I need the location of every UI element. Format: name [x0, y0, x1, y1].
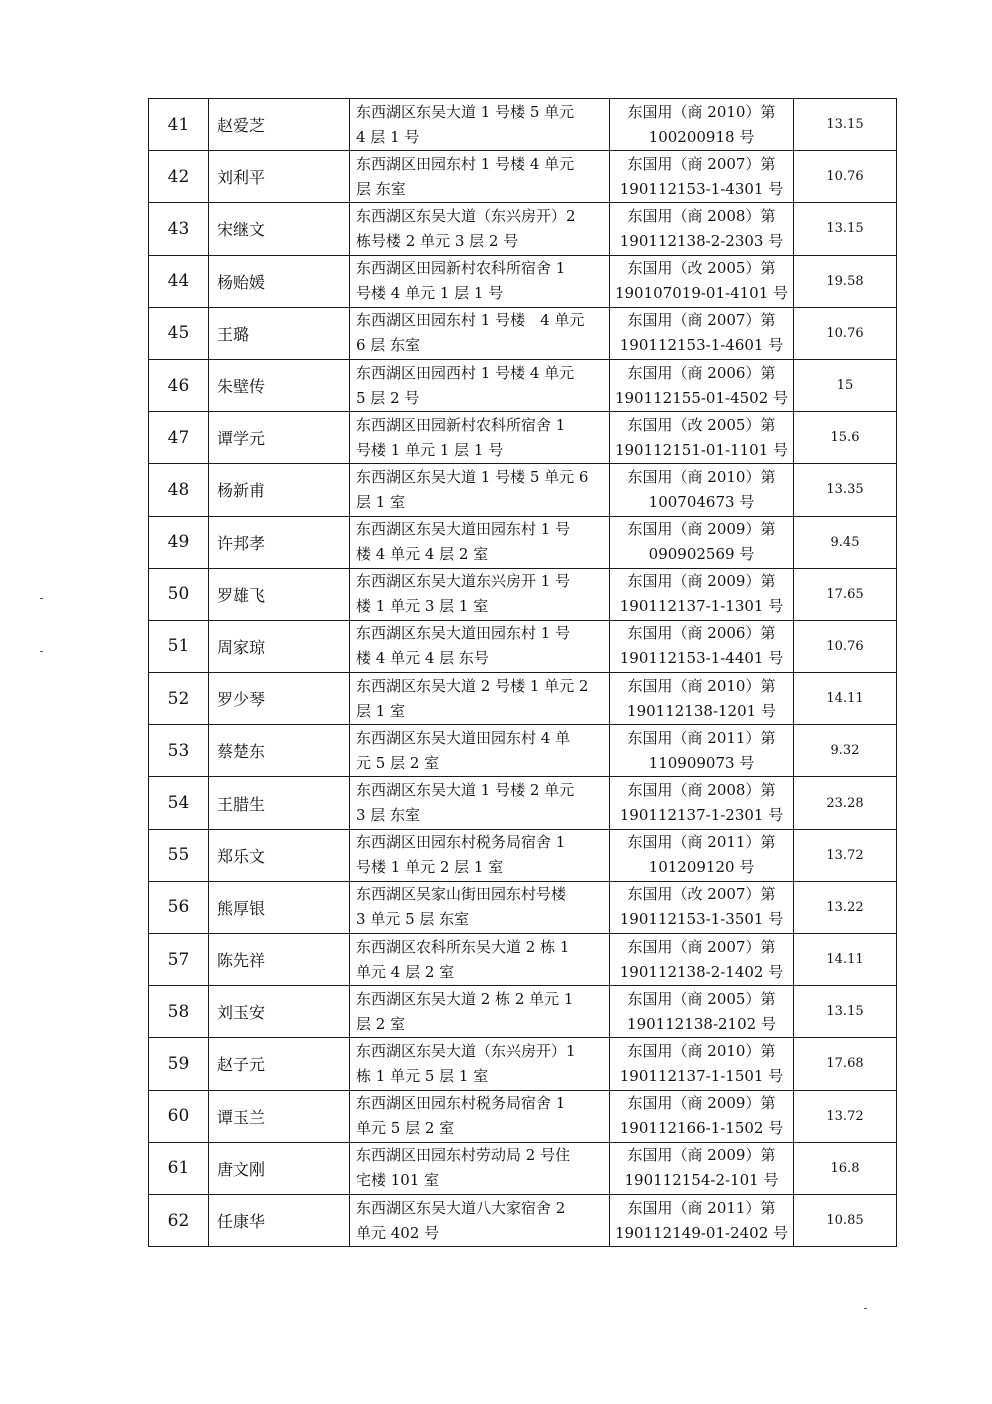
certificate-number-line: 东国用（改 2007）第	[627, 885, 776, 904]
row-number: 56	[167, 897, 190, 918]
owner-name: 谭学元	[217, 429, 266, 449]
owner-name: 周家琼	[217, 637, 266, 657]
address-line: 楼 4 单元 4 层 东号	[356, 649, 489, 668]
address-cell	[350, 464, 610, 516]
row-number: 46	[167, 375, 190, 396]
certificate-number-cell	[610, 568, 794, 620]
address-cell	[350, 1090, 610, 1142]
table-row	[149, 620, 897, 672]
table-row	[149, 151, 897, 203]
table-row	[149, 777, 897, 829]
address-line: 东西湖区田园东村 1 号楼 4 单元	[356, 311, 585, 330]
row-number: 50	[167, 584, 190, 605]
row-number: 55	[167, 845, 190, 866]
address-cell	[350, 725, 610, 777]
area-value: 13.72	[826, 847, 864, 863]
owner-name: 罗雄飞	[217, 585, 266, 605]
land-use-table	[148, 98, 897, 1247]
row-number: 54	[167, 793, 190, 814]
certificate-number-cell	[610, 673, 794, 725]
row-number-cell	[149, 307, 209, 359]
table-row	[149, 881, 897, 933]
row-number-cell	[149, 568, 209, 620]
area-value-cell	[794, 151, 897, 203]
certificate-number-line: 190112155-01-4502 号	[614, 388, 789, 407]
address-line: 3 层 东室	[356, 806, 421, 825]
area-value: 13.15	[826, 221, 864, 237]
table-row	[149, 1194, 897, 1246]
address-line: 东西湖区东吴大道八大家宿舍 2	[356, 1198, 566, 1217]
area-value: 13.72	[826, 1108, 864, 1124]
area-value-cell	[794, 673, 897, 725]
owner-name: 王璐	[217, 324, 250, 344]
owner-name-cell	[209, 412, 350, 464]
row-number-cell	[149, 1142, 209, 1194]
row-number: 51	[167, 636, 190, 657]
certificate-number-line: 东国用（商 2009）第	[627, 520, 776, 539]
area-value-cell	[794, 1090, 897, 1142]
owner-name-cell	[209, 725, 350, 777]
row-number-cell	[149, 829, 209, 881]
area-value: 23.28	[826, 795, 864, 811]
certificate-number-line: 100704673 号	[648, 492, 755, 511]
certificate-number-line: 东国用（改 2005）第	[627, 415, 776, 434]
certificate-number-line: 东国用（商 2008）第	[627, 206, 776, 225]
owner-name: 谭玉兰	[217, 1107, 266, 1127]
address-line: 东西湖区田园东村劳动局 2 号住	[356, 1146, 571, 1165]
address-cell	[350, 568, 610, 620]
address-line: 号楼 1 单元 1 层 1 号	[356, 440, 504, 459]
row-number: 52	[167, 688, 190, 709]
certificate-number-line: 190112138-2-1402 号	[619, 962, 784, 981]
area-value-cell	[794, 1142, 897, 1194]
area-value: 9.45	[830, 534, 860, 550]
area-value-cell	[794, 725, 897, 777]
address-cell	[350, 307, 610, 359]
certificate-number-cell	[610, 1038, 794, 1090]
row-number: 45	[167, 323, 190, 344]
address-line: 东西湖区东吴大道 1 号楼 2 单元	[356, 781, 575, 800]
table-row	[149, 829, 897, 881]
certificate-number-line: 190112138-2102 号	[627, 1014, 776, 1033]
address-line: 层 1 室	[356, 701, 406, 720]
certificate-number-cell	[610, 307, 794, 359]
area-value-cell	[794, 934, 897, 986]
area-value-cell	[794, 568, 897, 620]
certificate-number-line: 190112149-01-2402 号	[614, 1223, 789, 1242]
owner-name: 任康华	[217, 1212, 266, 1232]
owner-name-cell	[209, 986, 350, 1038]
table-row	[149, 568, 897, 620]
certificate-number-line: 东国用（商 2009）第	[627, 572, 776, 591]
address-cell	[350, 777, 610, 829]
address-line: 东西湖区东吴大道（东兴房开）1	[356, 1041, 576, 1060]
certificate-number-cell	[610, 516, 794, 568]
owner-name: 郑乐文	[217, 846, 266, 866]
owner-name: 唐文刚	[217, 1159, 266, 1179]
owner-name: 罗少琴	[217, 690, 266, 710]
address-cell	[350, 516, 610, 568]
certificate-number-cell	[610, 934, 794, 986]
table-row	[149, 307, 897, 359]
owner-name-cell	[209, 829, 350, 881]
certificate-number-line: 110909073 号	[648, 753, 755, 772]
certificate-number-line: 东国用（商 2005）第	[627, 989, 776, 1008]
certificate-number-line: 190112151-01-1101 号	[614, 440, 789, 459]
area-value-cell	[794, 359, 897, 411]
certificate-number-line: 东国用（商 2010）第	[627, 467, 776, 486]
row-number-cell	[149, 673, 209, 725]
certificate-number-line: 东国用（商 2008）第	[627, 781, 776, 800]
row-number-cell	[149, 725, 209, 777]
owner-name-cell	[209, 516, 350, 568]
certificate-number-cell	[610, 1194, 794, 1246]
certificate-number-line: 090902569 号	[648, 545, 755, 564]
row-number: 59	[167, 1053, 190, 1074]
area-value-cell	[794, 516, 897, 568]
row-number: 58	[167, 1001, 190, 1022]
row-number: 49	[167, 532, 190, 553]
certificate-number-line: 190112166-1-1502 号	[619, 1119, 784, 1138]
owner-name-cell	[209, 203, 350, 255]
area-value-cell	[794, 464, 897, 516]
certificate-number-cell	[610, 151, 794, 203]
certificate-number-cell	[610, 1090, 794, 1142]
certificate-number-cell	[610, 881, 794, 933]
owner-name-cell	[209, 777, 350, 829]
area-value-cell	[794, 255, 897, 307]
certificate-number-line: 东国用（商 2007）第	[627, 937, 776, 956]
area-value: 10.76	[826, 325, 864, 341]
area-value-cell	[794, 203, 897, 255]
owner-name-cell	[209, 255, 350, 307]
area-value-cell	[794, 1194, 897, 1246]
address-line: 号楼 1 单元 2 层 1 室	[356, 858, 504, 877]
owner-name-cell	[209, 1142, 350, 1194]
owner-name: 陈先祥	[217, 951, 266, 971]
address-line: 东西湖区农科所东吴大道 2 栋 1	[356, 937, 570, 956]
address-cell	[350, 1194, 610, 1246]
table-row	[149, 412, 897, 464]
certificate-number-line: 190112138-1201 号	[627, 701, 776, 720]
owner-name-cell	[209, 620, 350, 672]
address-line: 6 层 东室	[356, 336, 421, 355]
address-line: 东西湖区东吴大道 1 号楼 5 单元	[356, 102, 575, 121]
table-body	[149, 99, 897, 1247]
address-line: 层 东室	[356, 179, 406, 198]
address-cell	[350, 151, 610, 203]
certificate-number-line: 190112153-1-4601 号	[619, 336, 784, 355]
table-row	[149, 673, 897, 725]
row-number-cell	[149, 151, 209, 203]
owner-name-cell	[209, 99, 350, 151]
area-value: 14.11	[826, 952, 864, 968]
certificate-number-cell	[610, 986, 794, 1038]
table-row	[149, 99, 897, 151]
row-number: 57	[167, 949, 190, 970]
owner-name: 刘利平	[217, 168, 266, 188]
area-value: 13.15	[826, 1004, 864, 1020]
certificate-number-cell	[610, 203, 794, 255]
certificate-number-line: 190112153-1-4301 号	[619, 179, 784, 198]
certificate-number-line: 东国用（商 2011）第	[627, 1198, 776, 1217]
certificate-number-line: 东国用（商 2010）第	[627, 676, 776, 695]
scan-speck	[40, 651, 43, 652]
owner-name-cell	[209, 1090, 350, 1142]
area-value-cell	[794, 829, 897, 881]
address-line: 3 单元 5 层 东室	[356, 910, 470, 929]
certificate-number-line: 东国用（商 2006）第	[627, 624, 776, 643]
address-cell	[350, 359, 610, 411]
row-number-cell	[149, 986, 209, 1038]
address-line: 东西湖区东吴大道田园东村 4 单	[356, 728, 571, 747]
certificate-number-cell	[610, 829, 794, 881]
owner-name: 许邦孝	[217, 533, 266, 553]
certificate-number-cell	[610, 620, 794, 672]
address-cell	[350, 934, 610, 986]
area-value-cell	[794, 307, 897, 359]
address-cell	[350, 986, 610, 1038]
address-line: 东西湖区田园新村农科所宿舍 1	[356, 259, 566, 278]
address-line: 东西湖区田园新村农科所宿舍 1	[356, 415, 566, 434]
address-cell	[350, 829, 610, 881]
area-value: 15	[836, 378, 854, 394]
address-cell	[350, 99, 610, 151]
owner-name: 宋继文	[217, 220, 266, 240]
row-number: 48	[167, 479, 190, 500]
address-cell	[350, 620, 610, 672]
row-number: 61	[167, 1158, 190, 1179]
area-value-cell	[794, 412, 897, 464]
table-row	[149, 934, 897, 986]
certificate-number-cell	[610, 99, 794, 151]
area-value-cell	[794, 620, 897, 672]
owner-name: 刘玉安	[217, 1003, 266, 1023]
owner-name: 蔡楚东	[217, 742, 266, 762]
row-number: 43	[167, 218, 190, 239]
owner-name: 朱壁传	[217, 377, 266, 397]
certificate-number-cell	[610, 412, 794, 464]
certificate-number-line: 190112137-1-2301 号	[619, 806, 784, 825]
certificate-number-line: 东国用（商 2007）第	[627, 154, 776, 173]
address-cell	[350, 1142, 610, 1194]
owner-name: 王腊生	[217, 794, 266, 814]
scan-speck	[40, 598, 43, 599]
address-cell	[350, 203, 610, 255]
address-line: 东西湖区东吴大道田园东村 1 号	[356, 520, 571, 539]
area-value: 13.35	[826, 482, 864, 498]
table-row	[149, 1090, 897, 1142]
row-number: 42	[167, 166, 190, 187]
address-cell	[350, 255, 610, 307]
area-value: 17.68	[826, 1056, 864, 1072]
row-number-cell	[149, 464, 209, 516]
table-row	[149, 359, 897, 411]
table-row	[149, 255, 897, 307]
certificate-number-cell	[610, 777, 794, 829]
table-row	[149, 725, 897, 777]
address-line: 层 1 室	[356, 492, 406, 511]
area-value: 10.76	[826, 638, 864, 654]
owner-name-cell	[209, 568, 350, 620]
certificate-number-line: 东国用（商 2011）第	[627, 728, 776, 747]
certificate-number-line: 东国用（商 2009）第	[627, 1094, 776, 1113]
address-line: 东西湖区东吴大道 2 号楼 1 单元 2	[356, 676, 589, 695]
certificate-number-line: 190107019-01-4101 号	[614, 284, 789, 303]
certificate-number-line: 东国用（商 2011）第	[627, 833, 776, 852]
owner-name-cell	[209, 673, 350, 725]
row-number-cell	[149, 881, 209, 933]
address-line: 栋 1 单元 5 层 1 室	[356, 1066, 489, 1085]
owner-name-cell	[209, 307, 350, 359]
certificate-number-line: 东国用（商 2007）第	[627, 311, 776, 330]
certificate-number-line: 100200918 号	[648, 127, 755, 146]
row-number-cell	[149, 412, 209, 464]
area-value-cell	[794, 1038, 897, 1090]
address-line: 东西湖区田园东村税务局宿舍 1	[356, 1094, 566, 1113]
area-value: 17.65	[826, 586, 864, 602]
area-value-cell	[794, 986, 897, 1038]
certificate-number-line: 190112137-1-1301 号	[619, 597, 784, 616]
table-row	[149, 203, 897, 255]
certificate-number-line: 190112153-1-4401 号	[619, 649, 784, 668]
area-value: 16.8	[830, 1160, 860, 1176]
area-value: 19.58	[826, 273, 864, 289]
owner-name: 赵爱芝	[217, 116, 266, 136]
certificate-number-line: 东国用（商 2010）第	[627, 1041, 776, 1060]
address-line: 4 层 1 号	[356, 127, 420, 146]
owner-name-cell	[209, 359, 350, 411]
scan-speck	[864, 1308, 867, 1309]
table-row	[149, 464, 897, 516]
row-number-cell	[149, 516, 209, 568]
certificate-number-line: 190112154-2-101 号	[624, 1171, 779, 1190]
row-number: 60	[167, 1106, 190, 1127]
row-number-cell	[149, 1038, 209, 1090]
address-line: 元 5 层 2 室	[356, 753, 440, 772]
certificate-number-cell	[610, 725, 794, 777]
certificate-number-cell	[610, 255, 794, 307]
certificate-number-line: 东国用（改 2005）第	[627, 259, 776, 278]
certificate-number-cell	[610, 359, 794, 411]
row-number-cell	[149, 255, 209, 307]
certificate-number-line: 190112138-2-2303 号	[619, 231, 784, 250]
area-value: 14.11	[826, 691, 864, 707]
table-row	[149, 1038, 897, 1090]
certificate-number-line: 东国用（商 2009）第	[627, 1146, 776, 1165]
owner-name-cell	[209, 934, 350, 986]
certificate-number-line: 101209120 号	[648, 858, 755, 877]
row-number-cell	[149, 99, 209, 151]
address-line: 宅楼 101 室	[356, 1171, 440, 1190]
address-cell	[350, 412, 610, 464]
owner-name: 杨贻媛	[217, 272, 266, 292]
certificate-number-line: 190112137-1-1501 号	[619, 1066, 784, 1085]
owner-name-cell	[209, 1194, 350, 1246]
owner-name: 杨新甫	[217, 481, 266, 501]
table-row	[149, 1142, 897, 1194]
address-line: 栋号楼 2 单元 3 层 2 号	[356, 231, 519, 250]
address-line: 东西湖区田园东村 1 号楼 4 单元	[356, 154, 575, 173]
row-number: 47	[167, 427, 190, 448]
address-line: 单元 402 号	[356, 1223, 440, 1242]
certificate-number-line: 东国用（商 2010）第	[627, 102, 776, 121]
address-line: 楼 1 单元 3 层 1 室	[356, 597, 489, 616]
address-cell	[350, 1038, 610, 1090]
owner-name: 熊厚银	[217, 898, 266, 918]
row-number-cell	[149, 1194, 209, 1246]
address-line: 楼 4 单元 4 层 2 室	[356, 545, 489, 564]
owner-name-cell	[209, 151, 350, 203]
address-cell	[350, 673, 610, 725]
table-row	[149, 986, 897, 1038]
table-row	[149, 516, 897, 568]
row-number: 41	[167, 114, 190, 135]
row-number: 44	[167, 271, 190, 292]
address-line: 东西湖区田园西村 1 号楼 4 单元	[356, 363, 575, 382]
row-number-cell	[149, 934, 209, 986]
row-number-cell	[149, 777, 209, 829]
area-value: 13.22	[826, 899, 864, 915]
area-value: 15.6	[830, 430, 860, 446]
address-line: 东西湖区东吴大道 2 栋 2 单元 1	[356, 989, 574, 1008]
row-number-cell	[149, 203, 209, 255]
certificate-number-line: 东国用（商 2006）第	[627, 363, 776, 382]
row-number-cell	[149, 620, 209, 672]
address-line: 层 2 室	[356, 1014, 406, 1033]
address-line: 单元 4 层 2 室	[356, 962, 455, 981]
address-line: 号楼 4 单元 1 层 1 号	[356, 284, 504, 303]
address-line: 5 层 2 号	[356, 388, 420, 407]
certificate-number-cell	[610, 464, 794, 516]
address-line: 东西湖区东吴大道（东兴房开）2	[356, 206, 576, 225]
area-value: 10.85	[826, 1213, 864, 1229]
area-value-cell	[794, 881, 897, 933]
address-line: 东西湖区田园东村税务局宿舍 1	[356, 833, 566, 852]
owner-name-cell	[209, 1038, 350, 1090]
owner-name-cell	[209, 881, 350, 933]
row-number-cell	[149, 359, 209, 411]
area-value: 13.15	[826, 117, 864, 133]
row-number: 53	[167, 740, 190, 761]
owner-name-cell	[209, 464, 350, 516]
area-value-cell	[794, 777, 897, 829]
area-value: 9.32	[830, 743, 860, 759]
address-line: 东西湖区东吴大道东兴房开 1 号	[356, 572, 571, 591]
certificate-number-cell	[610, 1142, 794, 1194]
certificate-number-line: 190112153-1-3501 号	[619, 910, 784, 929]
row-number-cell	[149, 1090, 209, 1142]
address-line: 东西湖区东吴大道 1 号楼 5 单元 6	[356, 467, 589, 486]
address-cell	[350, 881, 610, 933]
address-line: 东西湖区吴家山街田园东村号楼	[356, 885, 567, 904]
area-value: 10.76	[826, 169, 864, 185]
address-line: 东西湖区东吴大道田园东村 1 号	[356, 624, 571, 643]
owner-name: 赵子元	[217, 1055, 266, 1075]
area-value-cell	[794, 99, 897, 151]
row-number: 62	[167, 1210, 190, 1231]
address-line: 单元 5 层 2 室	[356, 1119, 455, 1138]
